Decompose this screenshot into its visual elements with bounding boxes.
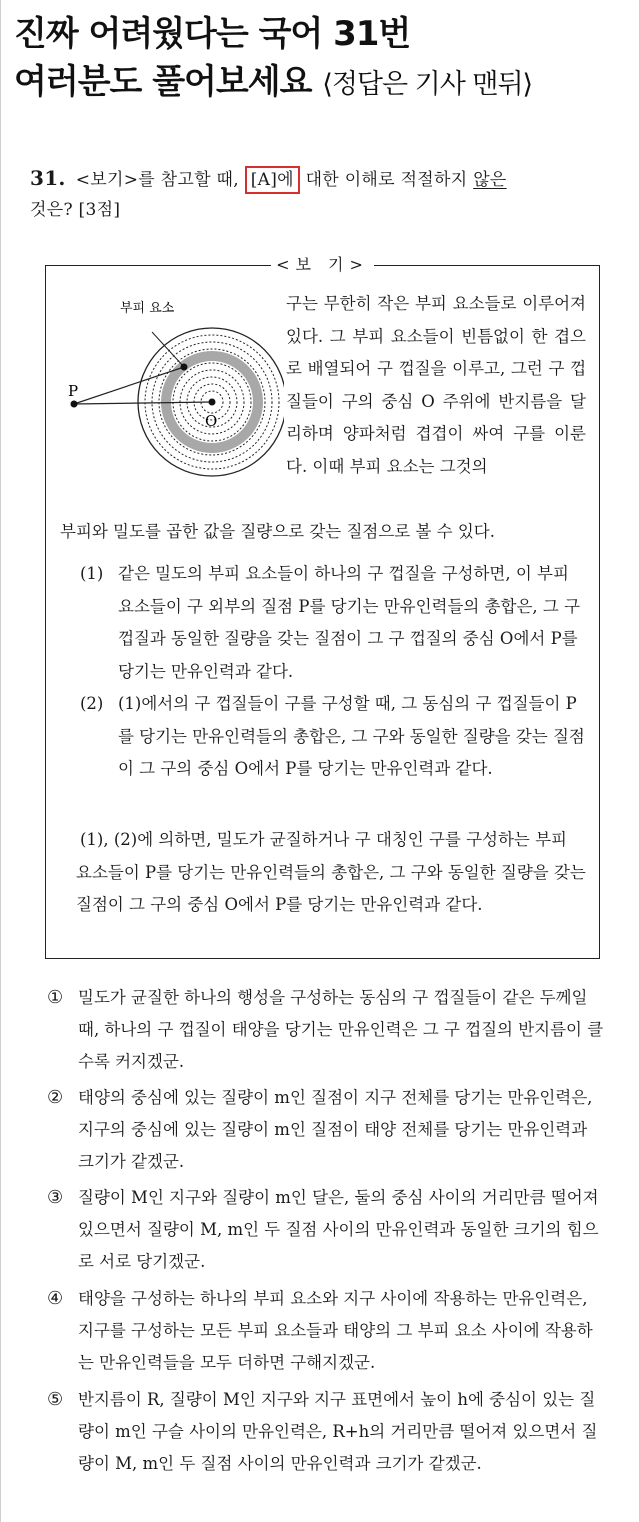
item-marker: (1): [80, 564, 104, 583]
headline-line-1: 진짜 어려웠다는 국어 31번: [14, 14, 411, 54]
option-marker: ④: [47, 1288, 64, 1309]
headline-answer-note: ⟨정답은 기사 맨뒤⟩: [322, 69, 533, 100]
answer-option-5[interactable]: [47, 1384, 607, 1480]
option-text: 태양의 중심에 있는 질량이 m인 질점이 지구 전체를 당기는 만유인력은, 지구의 중심에 있는 질량이 m인 질점이 태양 전체를 당기는 만유인력과 크기가 같겠군.: [78, 1088, 593, 1171]
point-p-label: P: [68, 382, 79, 400]
reference-box-title: <보 기>: [46, 253, 599, 277]
intro-text-right: 구는 무한히 작은 부피 요소들로 이루어져 있다. 그 부피 요소들이 빈틈없이 한 겹으로 배열되어 구 껍질을 이루고, 그런 구 껍질들이 구의 중심 O 주위에 반지름을 달리하며 양파처럼 겹겹이 싸여 구를 이룬다. 이때 부피 요소는 그것의: [286, 294, 586, 476]
reference-conclusion: (1), (2)에 의하면, 밀도가 균질하거나 구 대칭인 구를 구성하는 부피 요소들이 P를 당기는 만유인력들의 총합은, 그 구와 동일한 질량을 갖는 질점이 그 구의 중심 O에서 P를 당기는 만유인력과 같다.: [76, 830, 586, 914]
headline-main: 여러분도 풀어보세요: [14, 62, 312, 102]
center-o-label: O: [205, 412, 218, 430]
option-marker: ①: [47, 987, 64, 1008]
line-p-to-o: [74, 402, 212, 404]
reference-box: [45, 255, 600, 959]
option-marker: ②: [47, 1087, 64, 1108]
option-text: 밀도가 균질한 하나의 행성을 구성하는 동심의 구 껍질들이 같은 두께일 때, 하나의 구 껍질이 태양을 당기는 만유인력은 그 구 껍질의 반지름이 클수록 커지겠군.: [78, 988, 604, 1071]
item-text: 같은 밀도의 부피 요소들이 하나의 구 껍질을 구성하면, 이 부피 요소들이 구 외부의 질점 P를 당기는 만유인력들의 총합은, 그 구 껍질과 동일한 질량을 갖는 질점이 그 구 껍질의 중심 O에서 P를 당기는 만유인력과 같다.: [118, 564, 581, 681]
volume-element-dot: [181, 364, 188, 371]
center-o-dot: [209, 399, 216, 406]
answer-option-4[interactable]: [47, 1283, 607, 1379]
option-marker: ③: [47, 1187, 64, 1208]
answer-option-3[interactable]: [47, 1182, 607, 1278]
option-text: 태양을 구성하는 하나의 부피 요소와 지구 사이에 작용하는 만유인력은, 지구를 구성하는 모든 부피 요소들과 태양의 그 부피 요소 사이에 작용하는 만유인력들을 모두 더하면 구해지겠군.: [78, 1289, 593, 1372]
question-stem: [30, 163, 610, 225]
option-text: 반지름이 R, 질량이 M인 지구와 지구 표면에서 높이 h에 중심이 있는 질량이 m인 구슬 사이의 만유인력은, R+h의 거리만큼 떨어져 있으면서 질량이 M, m인 두 질점 사이의 만유인력과 크기가 같겠군.: [78, 1390, 598, 1473]
question-text-middle: 대한 이해로 적절하지: [299, 170, 474, 190]
question-text-before: <보기>를 참고할 때,: [75, 170, 239, 190]
intro-text-full: 부피와 밀도를 곱한 값을 질량으로 갖는 질점으로 볼 수 있다.: [60, 522, 495, 541]
point-p-dot: [71, 401, 78, 408]
headline-line-2: [14, 58, 634, 109]
answer-option-2[interactable]: [47, 1082, 607, 1178]
reference-item-2: [80, 688, 590, 786]
question-number: 31.: [30, 166, 66, 190]
article-headline: [14, 10, 634, 109]
volume-element-label: 부피 요소: [120, 301, 175, 316]
answer-option-1[interactable]: [47, 982, 607, 1078]
reference-item-1: [80, 558, 590, 688]
question-text-end: 것은? [3점]: [30, 200, 121, 220]
sphere-shell-diagram: [54, 294, 284, 484]
item-text: (1)에서의 구 껍질들이 구를 구성할 때, 그 동심의 구 껍질들이 P를 당기는 만유인력들의 총합은, 그 구와 동일한 질량을 갖는 질점이 그 구의 중심 O에서 P를 당기는 만유인력과 같다.: [118, 694, 585, 778]
question-underlined: 않은: [473, 170, 507, 190]
highlight-box-a: [A]에: [245, 166, 300, 194]
option-marker: ⑤: [47, 1389, 64, 1410]
item-marker: (2): [80, 694, 104, 713]
option-text: 질량이 M인 지구와 질량이 m인 달은, 둘의 중심 사이의 거리만큼 떨어져 있으면서 질량이 M, m인 두 질점 사이의 만유인력과 동일한 크기의 힘으로 서로 당기겠군.: [78, 1188, 599, 1271]
